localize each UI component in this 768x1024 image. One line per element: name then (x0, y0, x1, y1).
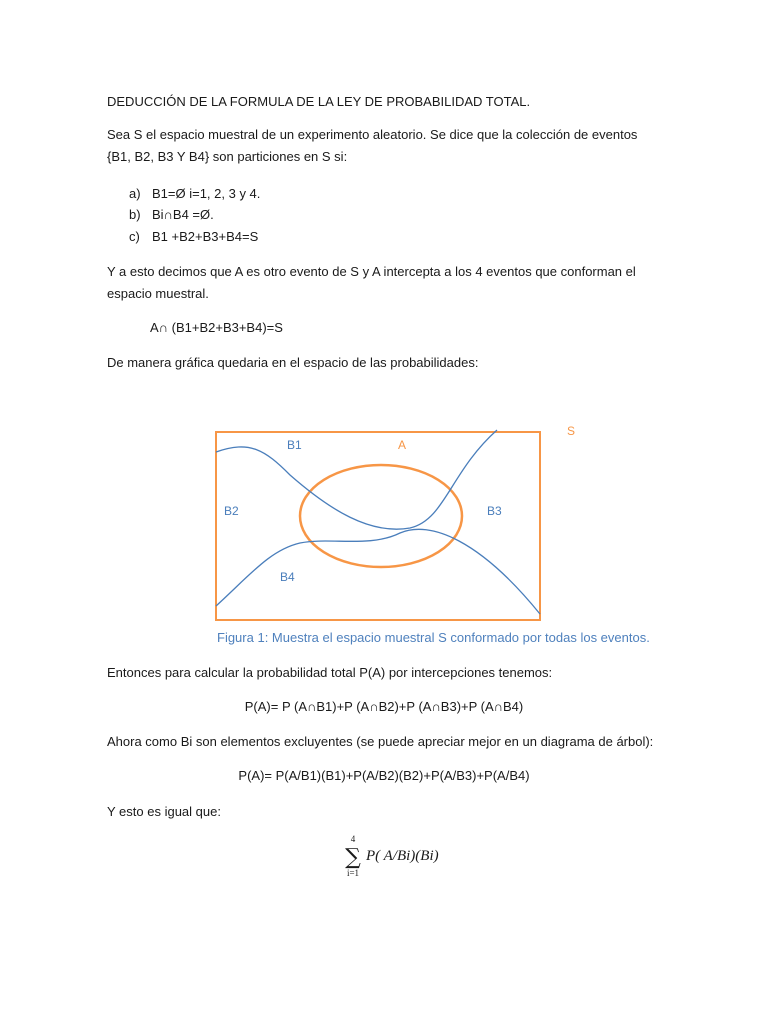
condition-c-text: B1 +B2+B3+B4=S (152, 229, 259, 244)
paragraph-2-line-2: espacio muestral. (107, 286, 209, 301)
paragraph-3: Entonces para calcular la probabilidad total P(A) por intercepciones tenemos: (107, 665, 553, 680)
label-b4: B4 (280, 570, 295, 584)
intro-line-2: {B1, B2, B3 Y B4} son particiones en S si: (107, 149, 348, 164)
curve-b1-b3-boundary (216, 430, 497, 529)
intro-line-1: Sea S el espacio muestral de un experimento aleatorio. Se dice que la colección de eventos (107, 127, 638, 142)
label-b2: B2 (224, 504, 239, 518)
summation-body: P( A/Bi)(Bi) (366, 848, 439, 864)
equation-total-intersections: P(A)= P (A∩B1)+P (A∩B2)+P (A∩B3)+P (A∩B4) (244, 699, 524, 714)
label-a: A (398, 438, 407, 452)
graph-intro: De manera gráfica quedaria en el espacio de las probabilidades: (107, 355, 479, 370)
paragraph-4: Ahora como Bi son elementos excluyentes (se puede apreciar mejor en un diagrama de árbol): (107, 734, 654, 749)
condition-c-marker: c) (129, 229, 140, 244)
condition-a-marker: a) (129, 186, 141, 201)
curve-b2-b4-boundary (216, 529, 540, 614)
paragraph-5: Y esto es igual que: (107, 804, 221, 819)
summation-formula (340, 832, 460, 882)
paragraph-2-line-1: Y a esto decimos que A es otro evento de S y A intercepta a los 4 eventos que conforman el (107, 264, 636, 279)
condition-a-text: B1=Ø i=1, 2, 3 y 4. (152, 186, 261, 201)
equation-total-conditional: P(A)= P(A/B1)(B1)+P(A/B2)(B2)+P(A/B3)+P(A/B4) (238, 768, 530, 783)
sample-space-rectangle (216, 432, 540, 620)
summation-lower-limit: i=1 (346, 868, 360, 878)
document-title: DEDUCCIÓN DE LA FORMULA DE LA LEY DE PROBABILIDAD TOTAL. (107, 94, 531, 109)
condition-b-marker: b) (129, 207, 141, 222)
label-b1: B1 (287, 438, 302, 452)
condition-b-text: Bi∩B4 =Ø. (152, 207, 214, 222)
label-b3: B3 (487, 504, 502, 518)
label-s: S (567, 424, 576, 438)
equation-intersection: A∩ (B1+B2+B3+B4)=S (150, 320, 283, 335)
sigma-symbol-icon: ∑ (345, 845, 361, 870)
summation-upper-limit: 4 (350, 834, 356, 844)
figure-caption: Figura 1: Muestra el espacio muestral S conformado por todas los eventos. (217, 630, 650, 645)
event-a-ellipse (300, 465, 462, 567)
